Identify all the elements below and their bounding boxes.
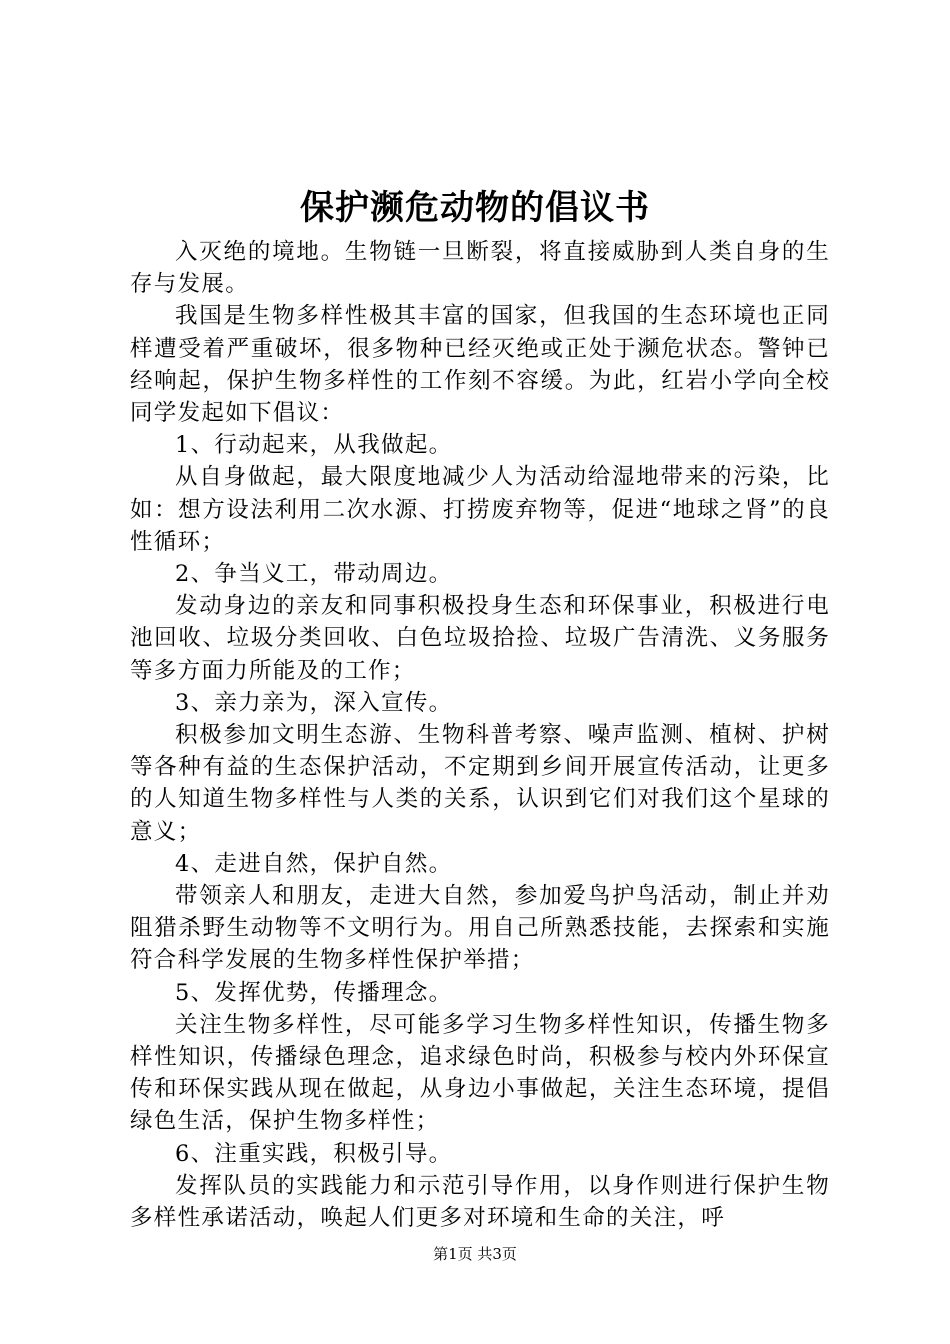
document-title: 保护濒危动物的倡议书 — [300, 188, 650, 228]
paragraph: 关注生物多样性，尽可能多学习生物多样性知识，传播生物多样性知识，传播绿色理念，追求绿色时尚，积极参与校内外环保宣传和环保实践从现在做起，从身边小事做起，关注生态环境，提倡绿色生活，保护生物多样性； — [130, 1011, 830, 1135]
paragraph: 我国是生物多样性极其丰富的国家，但我国的生态环境也正同样遭受着严重破坏，很多物种已经灭绝或正处于濒危状态。警钟已经响起，保护生物多样性的工作刻不容缓。为此，红岩小学向全校同学发起如下倡议： — [130, 303, 830, 427]
paragraph: 积极参加文明生态游、生物科普考察、噪声监测、植树、护树等各种有益的生态保护活动，不定期到乡间开展宣传活动，让更多的人知道生物多样性与人类的关系，认识到它们对我们这个星球的意义； — [130, 722, 830, 845]
document-body — [130, 236, 830, 1234]
paragraph: 发挥队员的实践能力和示范引导作用，以身作则进行保护生物多样性承诺活动，唤起人们更多对环境和生命的关注，呼 — [130, 1172, 830, 1232]
list-heading: 4、走进自然，保护自然。 — [175, 850, 453, 877]
list-heading: 1、行动起来，从我做起。 — [175, 432, 453, 459]
paragraph: 发动身边的亲友和同事积极投身生态和环保事业，积极进行电池回收、垃圾分类回收、白色垃圾拾捡、垃圾广告清洗、义务服务等多方面力所能及的工作； — [130, 593, 830, 684]
paragraph: 带领亲人和朋友，走进大自然，参加爱鸟护鸟活动，制止并劝阻猎杀野生动物等不文明行为。用自己所熟悉技能，去探索和实施符合科学发展的生物多样性保护举措； — [130, 883, 830, 974]
list-heading: 3、亲力亲为，深入宣传。 — [175, 689, 453, 716]
list-heading: 5、发挥优势，传播理念。 — [175, 979, 453, 1006]
list-heading: 6、注重实践，积极引导。 — [175, 1140, 453, 1167]
paragraph: 入灭绝的境地。生物链一旦断裂，将直接威胁到人类自身的生存与发展。 — [130, 239, 830, 298]
paragraph: 从自身做起，最大限度地减少人为活动给湿地带来的污染，比如：想方设法利用二次水源、打捞废弃物等，促进“地球之肾”的良性循环； — [130, 464, 830, 555]
list-heading: 2、争当义工，带动周边。 — [175, 561, 453, 588]
page-number: 第1页 共3页 — [433, 1245, 517, 1263]
